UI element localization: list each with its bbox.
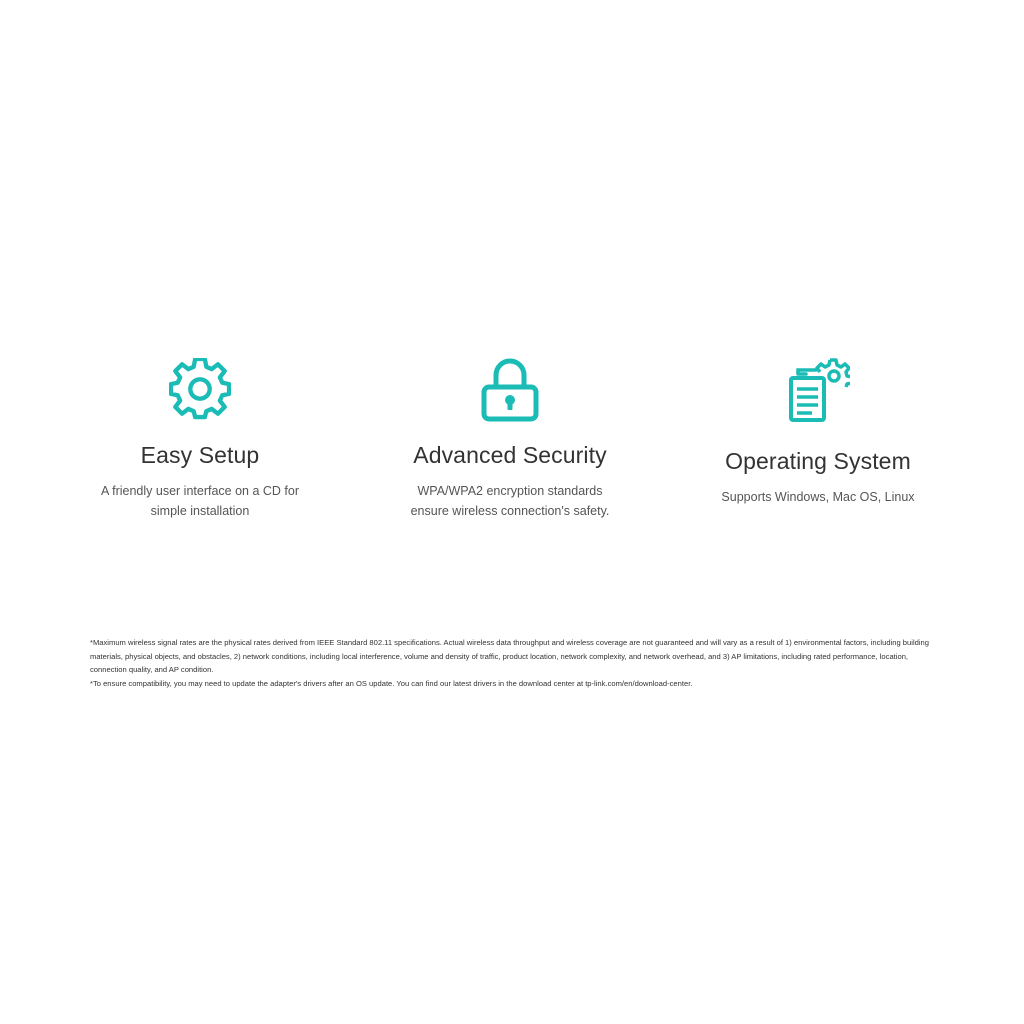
feature-description (700, 487, 936, 507)
footnotes (90, 636, 930, 691)
feature-description (390, 481, 630, 521)
feature-description-line: simple installation (150, 504, 250, 518)
gear-icon (169, 358, 231, 420)
feature-description (90, 481, 310, 521)
feature-operating-system (700, 358, 936, 507)
feature-easy-setup (90, 358, 310, 521)
feature-title: Advanced Security (413, 442, 607, 468)
footnote-driver-compatibility: *To ensure compatibility, you may need to update the adapter's drivers after an OS update. You can find our latest drivers in the download center at tp-link.com/en/download-center. (90, 679, 693, 689)
feature-title: Operating System (725, 448, 911, 474)
feature-advanced-security (390, 358, 630, 521)
feature-description-line: ensure wireless connection's safety. (410, 504, 610, 518)
feature-description-line: A friendly user interface on a CD for (100, 484, 299, 498)
document-gear-icon (786, 358, 850, 424)
feature-title: Easy Setup (140, 442, 260, 468)
lock-icon (481, 358, 539, 422)
footnote-signal-rates: *Maximum wireless signal rates are the physical rates derived from IEEE Standard 802.11 specifications. Actual wireless data throughput and wireless coverage are not guaranteed and will vary as a result of 1) environmental factors, including building materials, physical objects, and obstacles, 2) network conditions, including local interference, volume and density of traffic, product location, network complexity, and network overhead, and 3) AP limitations, including rated performance, location, connection quality, and AP condition. (90, 638, 929, 675)
feature-description-line: WPA/WPA2 encryption standards (417, 484, 603, 498)
feature-description-line: Supports Windows, Mac OS, Linux (721, 490, 915, 504)
